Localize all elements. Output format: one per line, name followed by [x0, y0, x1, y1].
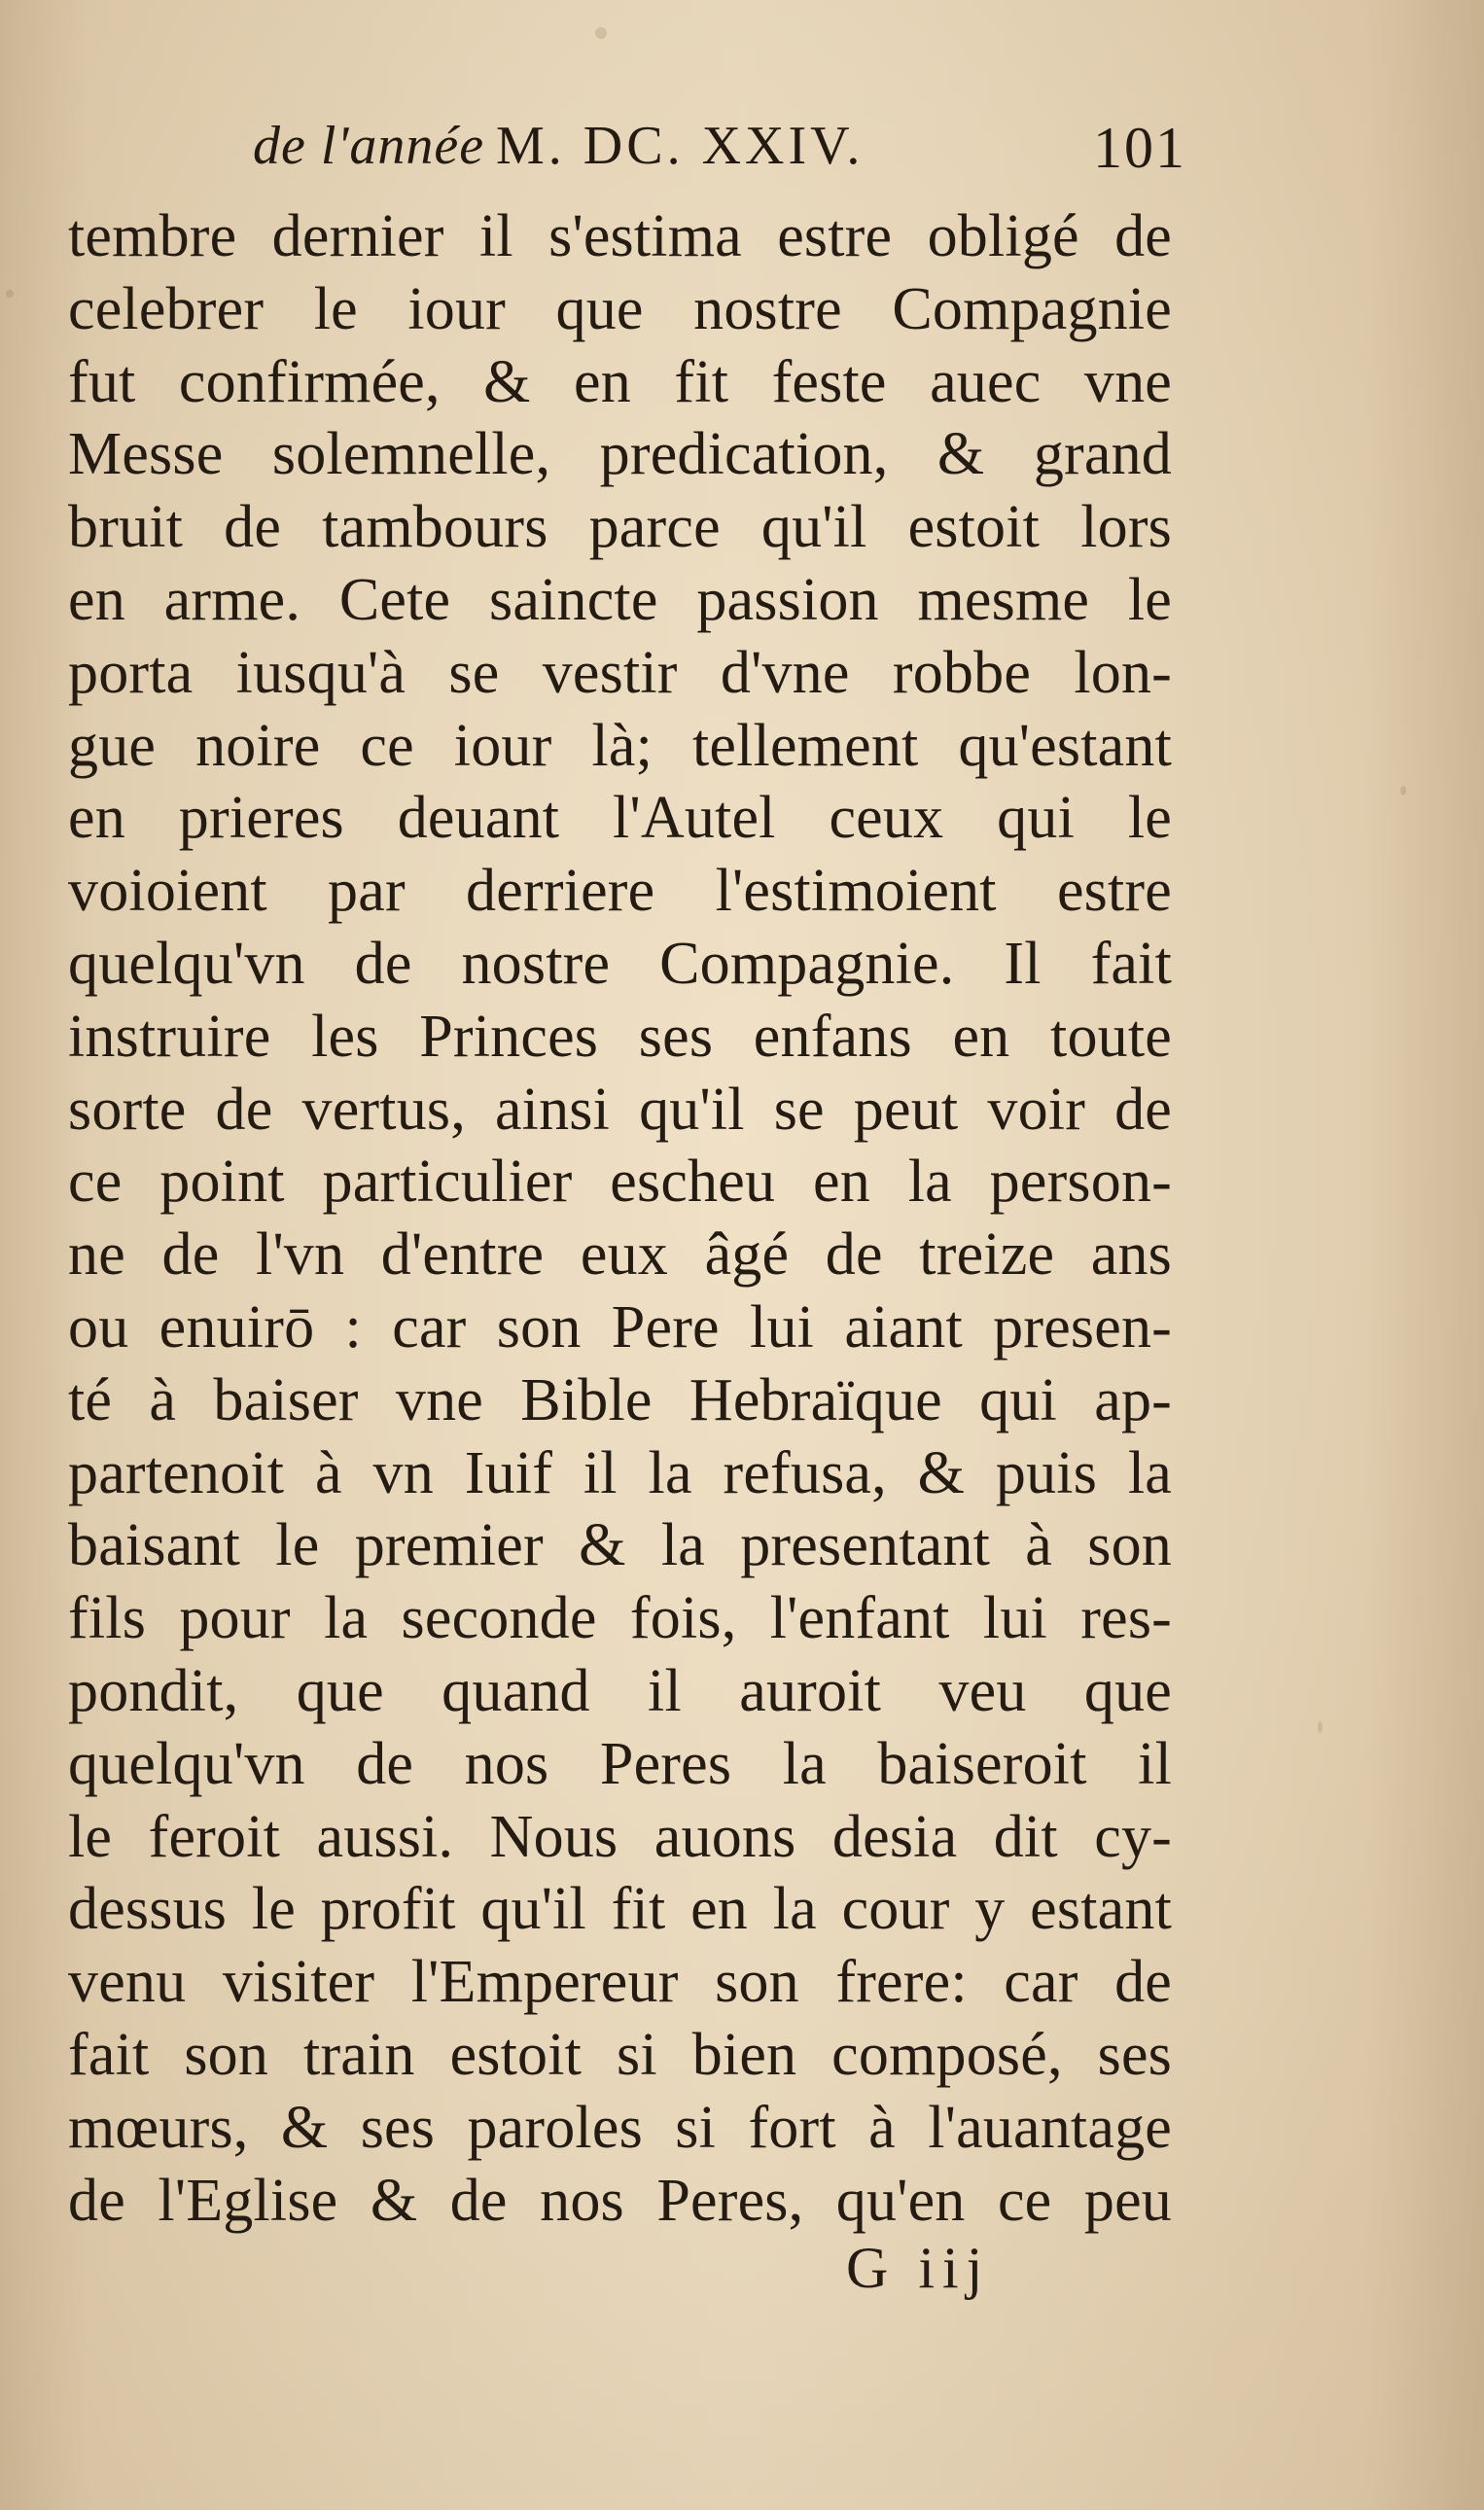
- text-line: Messe solemnelle, predication, & grand: [68, 421, 1172, 488]
- text-line: dessus le profit qu'il fit en la cour y estant: [68, 1876, 1172, 1943]
- text-line: quelqu'vn de nostre Compagnie. Il fait: [68, 930, 1172, 997]
- signature-mark: G iij: [846, 2236, 991, 2300]
- text-line: porta iusqu'à se vestir d'vne robbe lon-: [68, 639, 1172, 706]
- text-line: ce point particulier escheu en la person-: [68, 1149, 1172, 1216]
- text-line: celebrer le iour que nostre Compagnie: [68, 275, 1172, 342]
- text-line: fils pour la seconde fois, l'enfant lui res-: [68, 1585, 1172, 1652]
- text-line: mœurs, & ses paroles si fort à l'auantage: [68, 2094, 1172, 2161]
- text-line: instruire les Princes ses enfans en toute: [68, 1003, 1172, 1070]
- paper-stain: [1400, 786, 1406, 795]
- running-head-left: de l'année: [253, 116, 485, 176]
- text-line: de l'Eglise & de nos Peres, qu'en ce peu: [68, 2167, 1172, 2234]
- page-number: 101: [1093, 116, 1186, 180]
- running-head: [253, 115, 1186, 193]
- text-line: le feroit aussi. Nous auons desia dit cy-: [68, 1803, 1172, 1870]
- text-line: bruit de tambours parce qu'il estoit lors: [68, 494, 1172, 561]
- text-line: sorte de vertus, ainsi qu'il se peut voir de: [68, 1076, 1172, 1143]
- paper-stain: [1318, 1721, 1323, 1733]
- text-line: fut confirmée, & en fit feste auec vne: [68, 348, 1172, 415]
- text-line: té à baiser vne Bible Hebraïque qui ap-: [68, 1366, 1172, 1433]
- text-line: quelqu'vn de nos Peres la baiseroit il: [68, 1730, 1172, 1797]
- paper-stain: [595, 27, 607, 39]
- paper-stain: [6, 290, 14, 298]
- text-line: ou enuirō : car son Pere lui aiant presen-: [68, 1293, 1172, 1361]
- text-line: tembre dernier il s'estima estre obligé de: [68, 203, 1172, 269]
- text-line: baisant le premier & la presentant à son: [68, 1512, 1172, 1579]
- text-line: ne de l'vn d'entre eux âgé de treize ans: [68, 1221, 1172, 1289]
- text-line: en arme. Cete saincte passion mesme le: [68, 566, 1172, 633]
- text-line: en prieres deuant l'Autel ceux qui le: [68, 785, 1172, 852]
- text-line: fait son train estoit si bien composé, ses: [68, 2021, 1172, 2088]
- text-line: venu visiter l'Empereur son frere: car de: [68, 1949, 1172, 2016]
- running-head-year: M. DC. XXIV.: [496, 116, 865, 176]
- text-line: partenoit à vn Iuif il la refusa, & puis la: [68, 1439, 1172, 1506]
- text-line: gue noire ce iour là; tellement qu'estant: [68, 712, 1172, 779]
- text-line: pondit, que quand il auroit veu que: [68, 1657, 1172, 1724]
- text-line: voioient par derriere l'estimoient estre: [68, 858, 1172, 925]
- body-text: [68, 200, 1172, 2237]
